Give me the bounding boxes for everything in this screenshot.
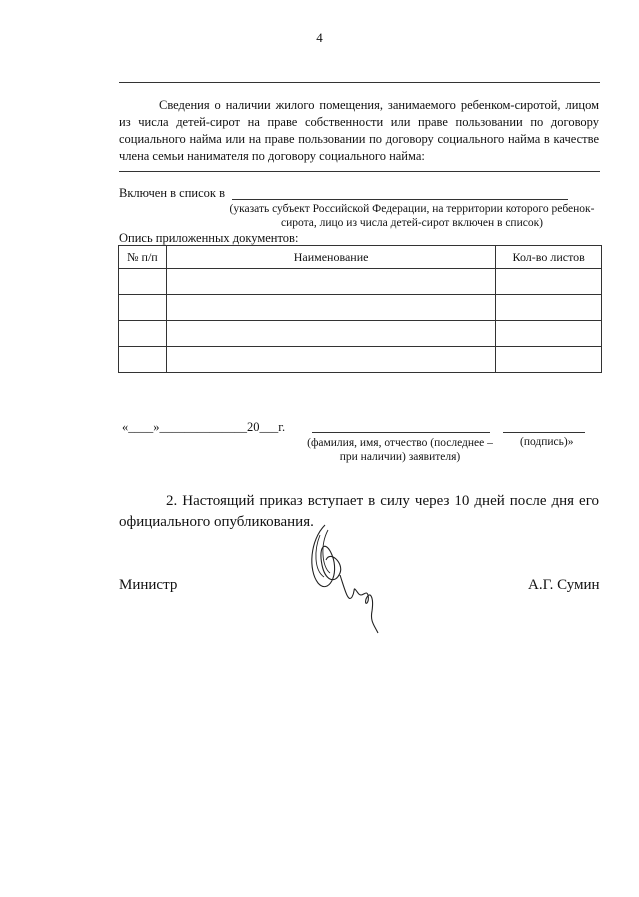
table-row (119, 321, 602, 347)
table-row (119, 347, 602, 373)
top-divider (119, 82, 600, 83)
table-cell[interactable] (166, 347, 496, 373)
inventory-label: Опись приложенных документов: (119, 231, 299, 245)
applicant-name-hint: (фамилия, имя, отчество (последнее – при наличии) заявителя) (307, 437, 493, 463)
applicant-name-line[interactable] (312, 432, 490, 433)
date-field[interactable]: «____»______________20___г. (122, 420, 286, 434)
column-header-pages: Кол-во листов (496, 246, 602, 269)
table-row (119, 295, 602, 321)
table-row (119, 269, 602, 295)
documents-table (118, 245, 602, 373)
included-hint: (указать субъект Российской Федерации, на территории которого ребенок-сирота, лицо из числа детей-сирот включен в список) (229, 203, 595, 229)
table-cell[interactable] (496, 347, 602, 373)
minister-title: Министр (119, 577, 178, 593)
table-cell[interactable] (166, 321, 496, 347)
table-cell[interactable] (119, 269, 167, 295)
housing-info-paragraph: Сведения о наличии жилого помещения, занимаемого ребенком-сиротой, лицом из числа детей-сирот на праве собственности или праве пользовании по договору социального найма или на праве пользовании по договору социального найма в качестве члена семьи нанимателя по договору социального найма: (119, 98, 599, 163)
page-number: 4 (316, 30, 323, 45)
applicant-signature-line[interactable] (503, 432, 585, 433)
housing-answer-line (119, 171, 600, 172)
table-cell[interactable] (119, 295, 167, 321)
signature-hint: (подпись)» (520, 436, 574, 448)
included-label: Включен в список в (119, 186, 226, 200)
included-field-line[interactable] (232, 199, 568, 200)
column-header-number: № п/п (119, 246, 167, 269)
handwritten-signature (300, 515, 390, 635)
table-cell[interactable] (166, 295, 496, 321)
table-cell[interactable] (496, 321, 602, 347)
column-header-name: Наименование (166, 246, 496, 269)
table-cell[interactable] (119, 347, 167, 373)
order-paragraph: 2. Настоящий приказ вступает в силу через 10 дней после дня его официального опубликования. (119, 493, 599, 530)
minister-name: А.Г. Сумин (528, 577, 600, 593)
table-cell[interactable] (166, 269, 496, 295)
table-cell[interactable] (496, 269, 602, 295)
table-cell[interactable] (496, 295, 602, 321)
table-header-row (119, 246, 602, 269)
table-cell[interactable] (119, 321, 167, 347)
